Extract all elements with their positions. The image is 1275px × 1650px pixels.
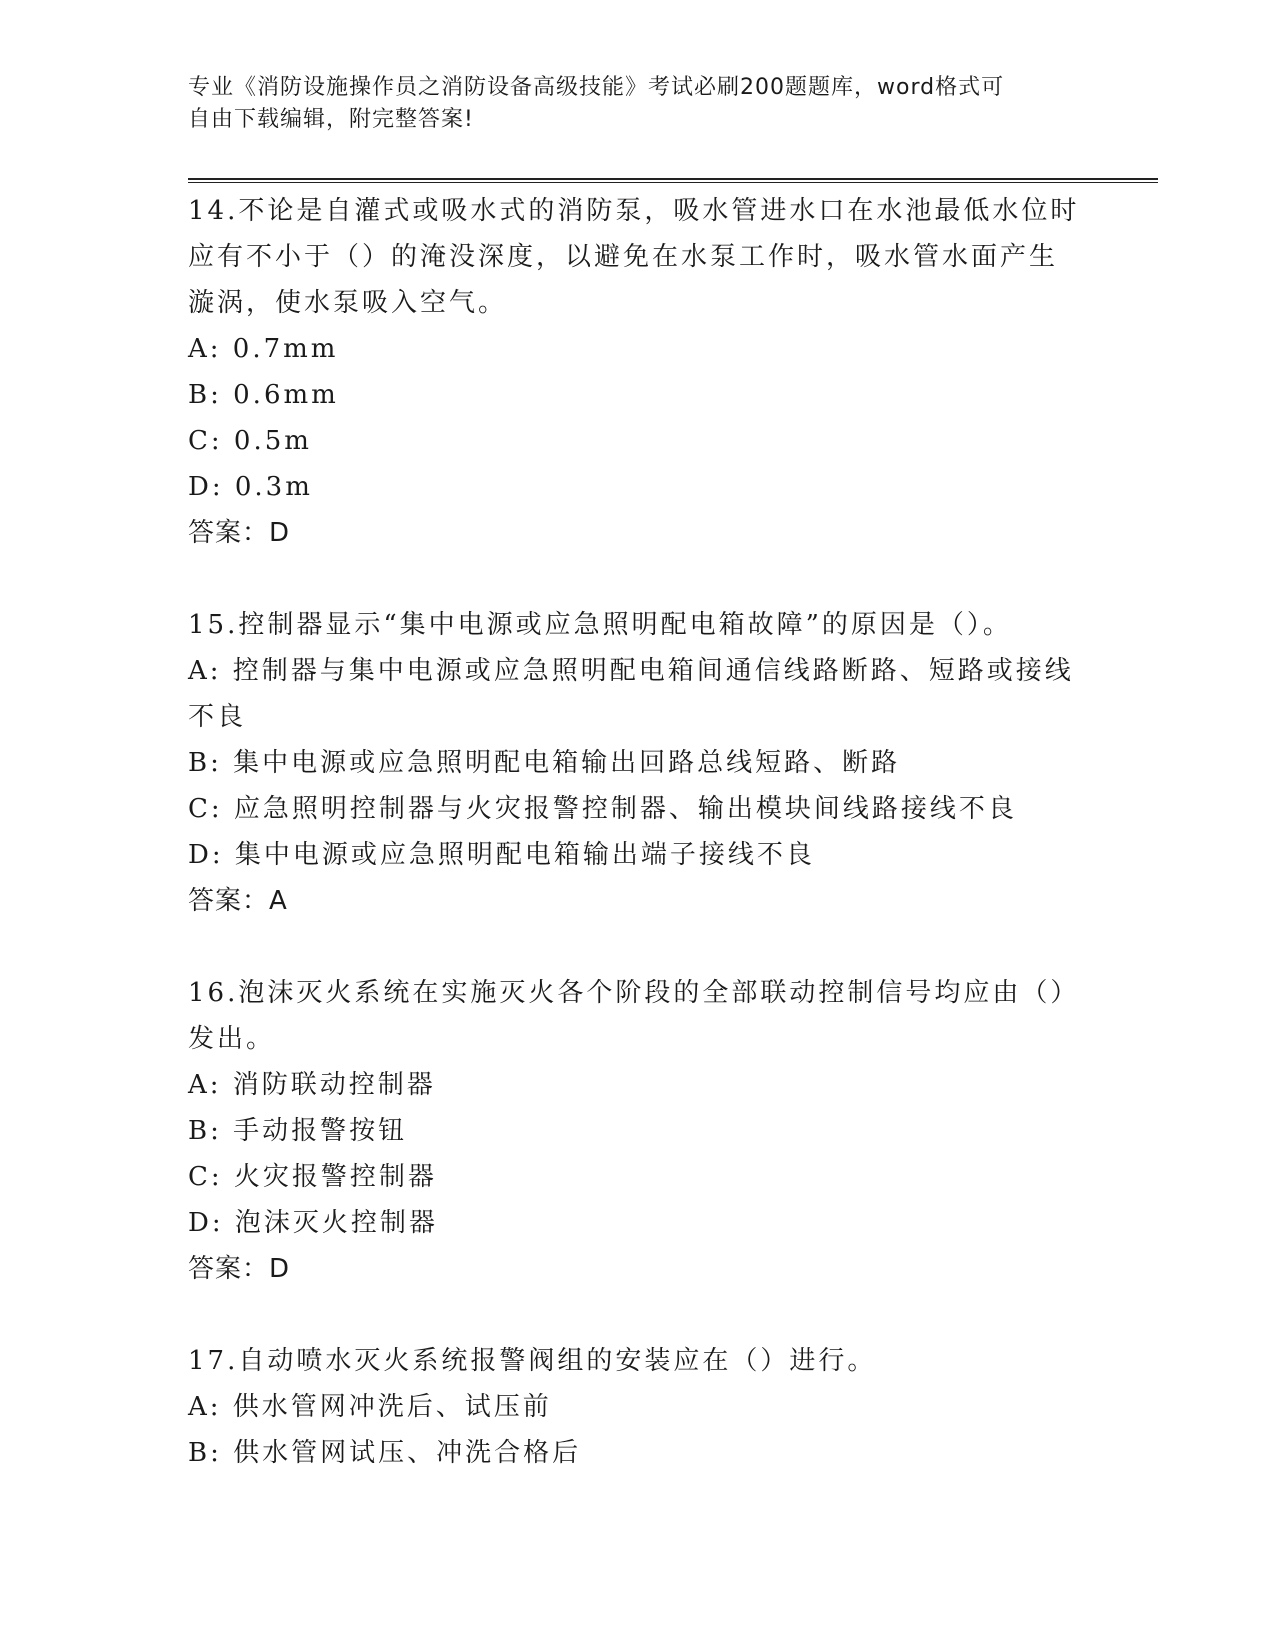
question-stem-line: 14.不论是自灌式或吸水式的消防泵，吸水管进水口在水池最低水位时 [188, 196, 1080, 226]
question-16 [188, 970, 1088, 1292]
option-a: A: 控制器与集中电源或应急照明配电箱间通信线路断路、短路或接线 [188, 656, 1074, 686]
option-d: D: 泡沫灭火控制器 [188, 1208, 438, 1238]
question-stem-line: 16.泡沫灭火系统在实施灭火各个阶段的全部联动控制信号均应由（） [188, 978, 1080, 1008]
question-17 [188, 1338, 1088, 1476]
header-line-2: 自由下载编辑，附完整答案! [188, 107, 474, 132]
question-stem-line: 17.自动喷水灭火系统报警阀组的安装应在（）进行。 [188, 1346, 877, 1376]
answer-label: 答案：A [188, 886, 288, 916]
option-b: B: 供水管网试压、冲洗合格后 [188, 1438, 582, 1468]
question-stem-line: 15.控制器显示“集中电源或应急照明配电箱故障”的原因是（）。 [188, 610, 1012, 640]
option-a: A: 消防联动控制器 [188, 1070, 436, 1100]
question-list [188, 188, 1088, 1522]
header-divider-thin [188, 182, 1158, 183]
question-15 [188, 602, 1088, 924]
option-c: C: 0.5m [188, 426, 312, 456]
header-divider-thick [188, 178, 1158, 180]
option-b: B: 集中电源或应急照明配电箱输出回路总线短路、断路 [188, 748, 901, 778]
question-stem-line: 应有不小于（）的淹没深度，以避免在水泵工作时，吸水管水面产生 [188, 242, 1059, 272]
header-line-1: 专业《消防设施操作员之消防设备高级技能》考试必刷200题题库，word格式可 [188, 75, 1005, 100]
question-14 [188, 188, 1088, 556]
answer-label: 答案：D [188, 1254, 291, 1284]
option-c: C: 火灾报警控制器 [188, 1162, 437, 1192]
option-a: A: 0.7mm [188, 334, 339, 364]
option-b: B: 手动报警按钮 [188, 1116, 408, 1146]
option-a: A: 供水管网冲洗后、试压前 [188, 1392, 552, 1422]
option-b: B: 0.6mm [188, 380, 339, 410]
option-a-continuation: 不良 [188, 702, 247, 732]
question-stem-line: 漩涡，使水泵吸入空气。 [188, 288, 508, 318]
question-stem-line: 发出。 [188, 1024, 276, 1054]
option-c: C: 应急照明控制器与火灾报警控制器、输出模块间线路接线不良 [188, 794, 1017, 824]
option-d: D: 0.3m [188, 472, 313, 502]
option-d: D: 集中电源或应急照明配电箱输出端子接线不良 [188, 840, 815, 870]
document-header [188, 72, 1068, 136]
answer-label: 答案：D [188, 518, 291, 548]
